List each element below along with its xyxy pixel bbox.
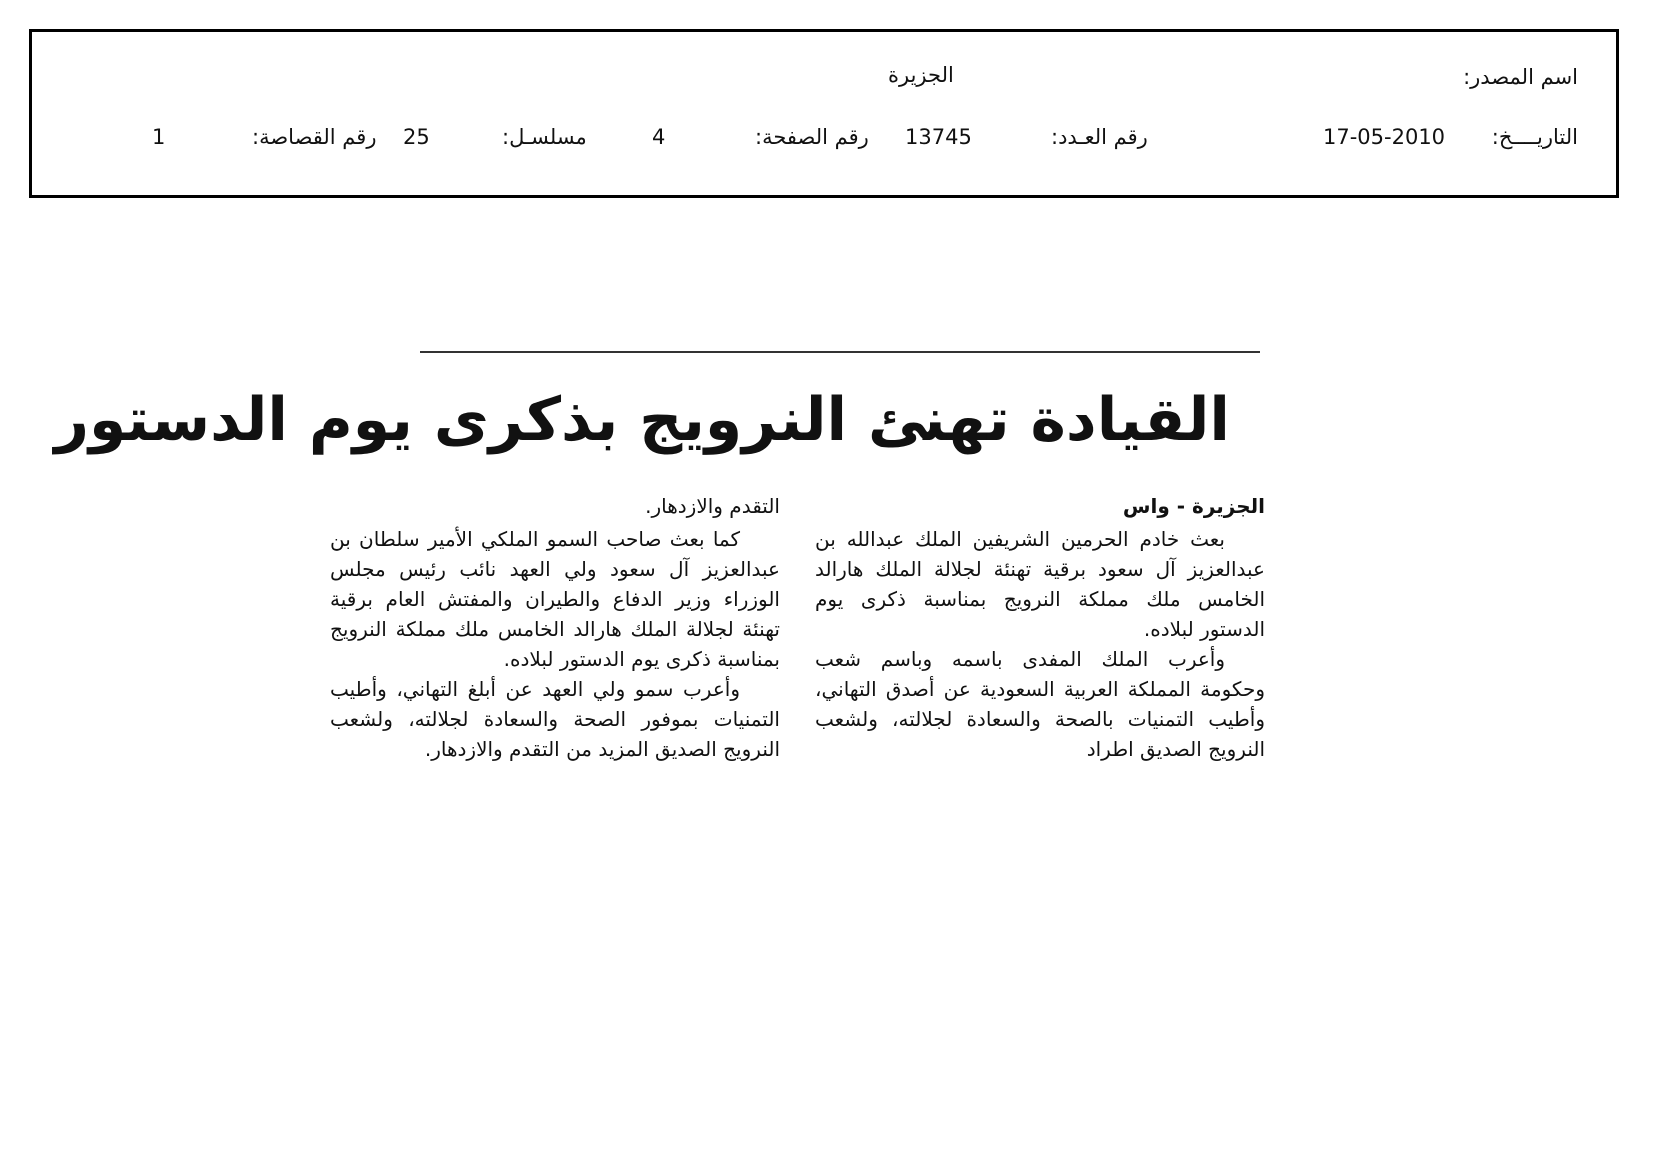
- issue-value: 13745: [905, 125, 972, 149]
- source-value: الجزيرة: [888, 63, 954, 87]
- article-continuation: التقدم والازدهار.: [645, 494, 780, 518]
- serial-value: 25: [403, 125, 430, 149]
- clipping-header: [29, 29, 1619, 198]
- article-paragraph: كما بعث صاحب السمو الملكي الأمير سلطان بن عبدالعزيز آل سعود ولي العهد نائب رئيس مجلس الوزراء وزير الدفاع والطيران والمفتش العام برقية تهنئة لجلالة الملك هارالد الخامس ملك مملكة النرويج بمناسبة ذكرى يوم الدستور لبلاده.: [330, 527, 780, 671]
- source-label: اسم المصدر:: [1463, 65, 1578, 89]
- article-column-left: [330, 488, 780, 764]
- headline-rule: [420, 351, 1260, 353]
- article-byline: الجزيرة - واس: [1122, 494, 1265, 518]
- issue-label: رقم العـدد:: [1051, 125, 1148, 149]
- page-label: رقم الصفحة:: [755, 125, 869, 149]
- clip-label: رقم القصاصة:: [252, 125, 377, 149]
- article-column-right: [815, 488, 1265, 764]
- article-paragraph: وأعرب الملك المفدى باسمه وباسم شعب وحكومة المملكة العربية السعودية عن أصدق التهاني، وأطيب التمنيات بالصحة والسعادة لجلالته، ولشعب النرويج الصديق اطراد: [815, 647, 1265, 761]
- serial-label: مسلسـل:: [502, 125, 587, 149]
- article-headline: القيادة تهنئ النرويج بذكرى يوم الدستور: [54, 385, 1230, 455]
- article-paragraph: بعث خادم الحرمين الشريفين الملك عبدالله بن عبدالعزيز آل سعود برقية تهنئة لجلالة الملك هارالد الخامس ملك مملكة النرويج بمناسبة ذكرى يوم الدستور لبلاده.: [815, 527, 1265, 641]
- date-label: التاريــــخ:: [1491, 125, 1578, 149]
- date-value: 17-05-2010: [1323, 125, 1446, 149]
- article-paragraph: وأعرب سمو ولي العهد عن أبلغ التهاني، وأطيب التمنيات بموفور الصحة والسعادة لجلالته، ولشعب النرويج الصديق المزيد من التقدم والازدهار.: [330, 677, 780, 761]
- clip-value: 1: [152, 125, 166, 149]
- page-value: 4: [652, 125, 666, 149]
